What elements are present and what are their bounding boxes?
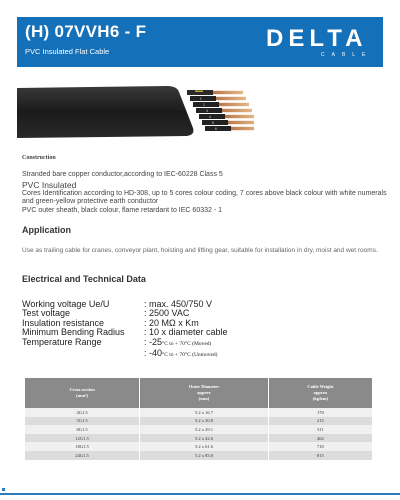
spec-value: : 20 MΩ x Km (144, 317, 199, 328)
cable-sheath (17, 86, 193, 138)
spec-row (22, 338, 228, 349)
table-row (25, 417, 373, 426)
electrical-heading: Electrical and Technical Data (22, 274, 146, 284)
spec-list (22, 300, 228, 360)
core-label: 6 (215, 127, 217, 132)
application-text: Use as trailing cable for cranes, conveyor plant, hoisting and lifting gear, suitable for installation in dry, moist and wet rooms. (22, 247, 378, 254)
table-cell: 24G1.5 (25, 451, 140, 460)
table-header-cable-weight: Cable Weight approx (kg/km) (268, 378, 372, 408)
table-cell: 18G1.5 (25, 442, 140, 451)
construction-text (22, 171, 387, 215)
table-cell: 815 (268, 451, 372, 460)
footer-marker (2, 488, 5, 491)
table-cell: 215 (268, 417, 372, 426)
construction-heading: Construction (22, 155, 56, 161)
table-row (25, 442, 373, 451)
spec-key: Working voltage Ue/U (22, 299, 110, 309)
table-cell: 710 (268, 442, 372, 451)
cable-image (17, 82, 254, 140)
table-cell: 5G1.5 (25, 417, 140, 426)
core-label: 5 (212, 121, 214, 126)
application-heading: Application (22, 225, 71, 235)
table-cell: 5.2 x 83.0 (140, 451, 269, 460)
table-cell: 12G1.5 (25, 434, 140, 443)
spec-value: : -25°C to + 70°C (Moved) (144, 336, 212, 347)
spec-value: : 10 x diameter cable (144, 327, 228, 338)
table-cell: 5.2 x 61.6 (140, 442, 269, 451)
construction-line: PVC Insulated (22, 179, 77, 190)
spec-value: : max. 450/750 V (144, 299, 213, 309)
table-cell: 462 (268, 434, 372, 443)
header-banner (17, 17, 383, 67)
table-row (25, 425, 373, 434)
table-cell: 5.2 x 42.6 (140, 434, 269, 443)
table-cell: 311 (268, 425, 372, 434)
spec-key: Minimum Bending Radius (22, 327, 125, 338)
spec-value: : 2500 VAC (144, 308, 190, 319)
product-title: (H) 07VVH6 - F (25, 22, 147, 41)
table-cell: 5.2 x 20.8 (140, 417, 269, 426)
table-cell: 5.2 x 29.1 (140, 425, 269, 434)
table-row (25, 434, 373, 443)
table-row (25, 408, 373, 417)
table-cell: 8G1.5 (25, 425, 140, 434)
spec-key: Insulation resistance (22, 317, 105, 328)
footer-rule (0, 493, 400, 495)
cable-spec-table (25, 378, 373, 460)
logo-subword: CABLE (321, 52, 373, 58)
table-row (25, 451, 373, 460)
construction-line: Stranded bare copper conductor,according to IEC-60228 Class 5 (22, 171, 223, 178)
table-header-cross-section: Cross section (mm²) (25, 378, 140, 408)
construction-line: PVC outer sheath, black colour, flame retardant to IEC 60332 - 1 (22, 206, 222, 214)
spec-key: Test voltage (22, 308, 71, 319)
spec-value: : -40°C to + 70°C (Unmoved) (144, 348, 218, 359)
logo-word: DELTA (266, 25, 368, 52)
construction-line: Cores Identification according to HD-308, up to 5 cores colour coding, 7 cores above black colour with white numerals and green-yellow protective earth conductor (22, 189, 387, 206)
spec-key: Temperature Range (22, 336, 102, 347)
table-cell: 170 (268, 408, 372, 417)
spec-key (22, 349, 144, 360)
table-cell: 4G1.5 (25, 408, 140, 417)
core-label: 1 (200, 97, 202, 102)
table-cell: 5.2 x 16.7 (140, 408, 269, 417)
core-label: 4 (209, 115, 211, 120)
core-label: 2 (203, 103, 205, 108)
delta-logo (266, 25, 373, 58)
table-header-row (25, 378, 373, 408)
product-subtitle: PVC Insulated Flat Cable (25, 47, 110, 56)
table-header-outer-diameter: Outer Diameter approx (mm) (140, 378, 269, 408)
spec-row (22, 349, 228, 360)
cable-cores (187, 90, 254, 131)
core-label: 3 (206, 109, 208, 114)
